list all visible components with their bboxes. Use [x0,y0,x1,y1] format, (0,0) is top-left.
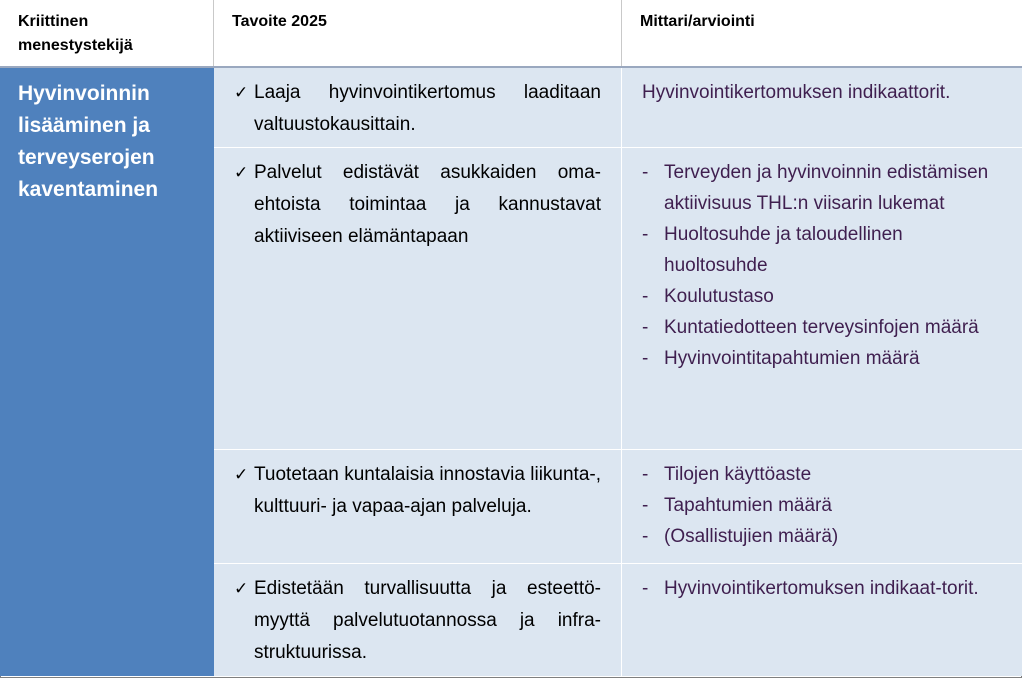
header-measure: Mittari/arviointi [622,0,1022,66]
header-critical-factor: Kriittinen menestystekijä [0,0,214,66]
list-item [642,219,1008,281]
list-item [642,312,1008,343]
measure-list [642,459,1008,552]
measure-text: Hyvinvointikertomuksen indikaattorit. [642,82,951,103]
critical-factor-cell [0,68,214,676]
dash-icon: - [642,286,649,307]
measure-item: Tapahtumien määrä [664,495,832,516]
list-item [642,459,1008,490]
check-icon: ✓ [234,465,249,484]
table-row [214,68,1022,148]
dash-icon: - [642,578,649,599]
list-item [642,573,1008,604]
list-item [642,157,1008,219]
check-icon: ✓ [234,579,249,598]
list-item [642,490,1008,521]
critical-factor-text: Hyvinvoinnin lisääminen ja terveyserojen kaventaminen [18,82,159,201]
goal-cell [214,450,622,563]
goal-cell [214,148,622,449]
measure-cell [622,450,1022,563]
table-row [214,148,1022,450]
header-goal-2025: Tavoite 2025 [214,0,622,66]
goal-text: Palvelut edistävät asukkaiden oma-ehtoista toimintaa ja kannustavat aktiiviseen elämäntapaan [254,162,601,247]
dash-icon: - [642,526,649,547]
goal-text: Tuotetaan kuntalaisia innostavia liikunta-, kulttuuri- ja vapaa-ajan palveluja. [254,464,601,517]
table-row [214,564,1022,676]
measure-item: Tilojen käyttöaste [664,464,812,485]
measure-item: Koulutustaso [664,286,774,307]
goal-text: Laaja hyvinvointikertomus laaditaan valtuustokausittain. [254,82,601,135]
measure-item: Kuntatiedotteen terveysinfojen määrä [664,317,979,338]
dash-icon: - [642,224,649,245]
measure-item: Hyvinvointitapahtumien määrä [664,348,920,369]
list-item [642,521,1008,552]
dash-icon: - [642,464,649,485]
check-icon: ✓ [234,83,249,102]
dash-icon: - [642,317,649,338]
list-item [642,343,1008,374]
measure-cell [622,148,1022,449]
dash-icon: - [642,495,649,516]
check-icon: ✓ [234,163,249,182]
measure-item: Huoltosuhde ja taloudellinen huoltosuhde [664,224,903,276]
goal-cell [214,68,622,147]
measure-item: (Osallistujien määrä) [664,526,839,547]
goal-cell [214,564,622,676]
list-item [642,281,1008,312]
goal-text: Edistetään turvallisuutta ja esteettö-myyttä palvelutuotannossa ja infra-struktuurissa. [254,578,601,663]
measure-list [642,573,1008,604]
measure-cell [622,564,1022,676]
measure-item: Hyvinvointikertomuksen indikaat-torit. [664,578,979,599]
dash-icon: - [642,162,649,183]
measure-cell [622,68,1022,147]
measure-list [642,157,1008,374]
table-row [214,450,1022,564]
measure-item: Terveyden ja hyvinvoinnin edistämisen aktiivisuus THL:n viisarin lukemat [664,162,989,214]
dash-icon: - [642,348,649,369]
